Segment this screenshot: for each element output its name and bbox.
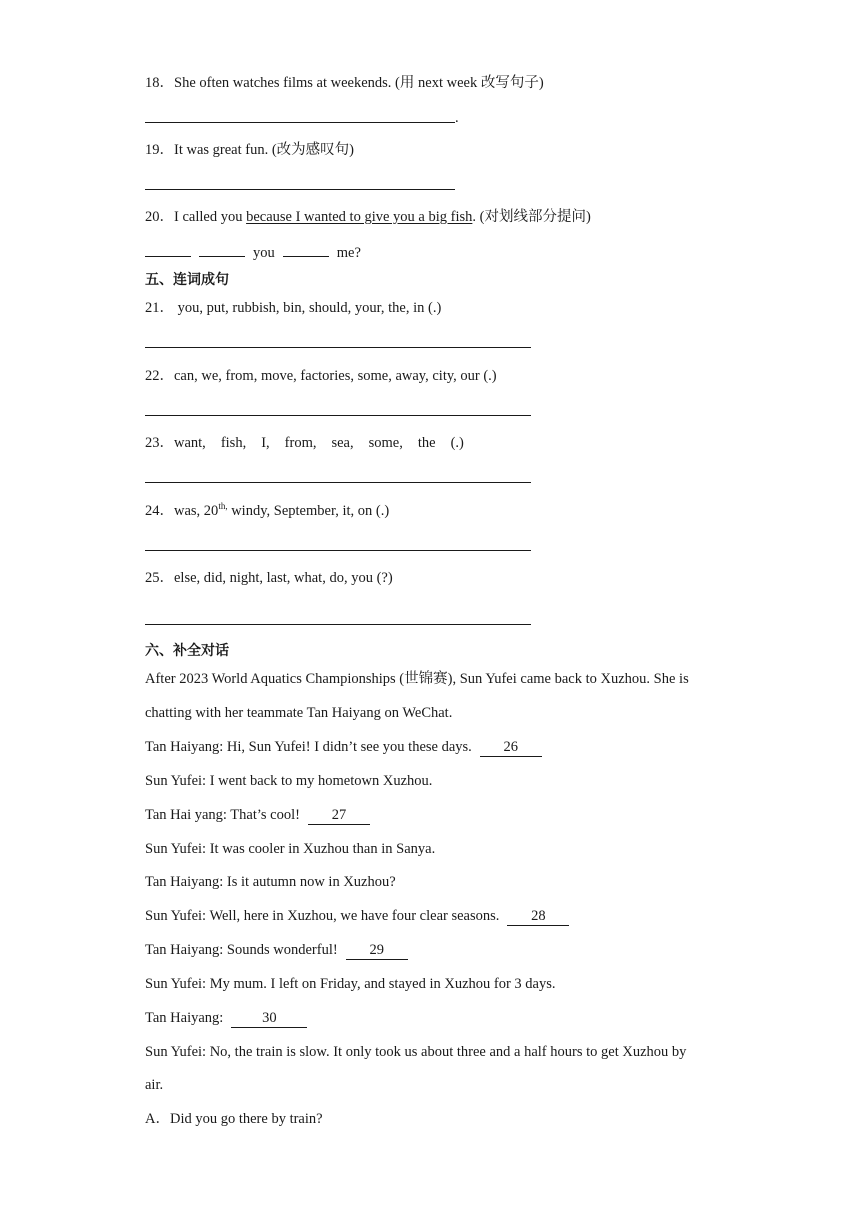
blank-20-2[interactable] [199, 242, 245, 257]
dialogue-line-1: Tan Haiyang: Hi, Sun Yufei! I didn’t see you these days. 26 [145, 737, 542, 757]
question-23: 23．want, fish, I, from, sea, some, the (.) [145, 435, 464, 451]
question-22: 22．can, we, from, move, factories, some, away, city, our (.) [145, 368, 497, 384]
question-20: 20．I called you because I wanted to give you a big fish. (对划线部分提问) [145, 209, 591, 225]
answer-line-25[interactable] [145, 624, 531, 625]
blank-30[interactable]: 30 [231, 1010, 307, 1028]
section-6-title: 六、补全对话 [145, 643, 229, 659]
underlined-part: because I wanted to give you a big fish [246, 209, 473, 225]
answer-line-24[interactable] [145, 550, 531, 551]
answer-line-18-period: . [455, 110, 459, 126]
dialogue-line-9: Tan Haiyang: 30 [145, 1008, 307, 1028]
blank-20-3[interactable] [283, 242, 329, 257]
dialogue-intro-2: chatting with her teammate Tan Haiyang on WeChat. [145, 705, 453, 721]
question-25: 25．else, did, night, last, what, do, you (?) [145, 570, 393, 586]
dialogue-line-6: Sun Yufei: Well, here in Xuzhou, we have four clear seasons. 28 [145, 906, 569, 926]
question-24: 24．was, $20^{th,}$ windy, September, it, on (.) [145, 501, 390, 519]
answer-line-19[interactable] [145, 189, 455, 190]
dialogue-line-5: Tan Haiyang: Is it autumn now in Xuzhou? [145, 874, 396, 890]
answer-line-22[interactable] [145, 415, 531, 416]
question-19: 19．It was great fun. (改为感叹句) [145, 142, 354, 158]
question-18: 18．She often watches films at weekends. (用 next week 改写句子) [145, 75, 544, 91]
blank-28[interactable]: 28 [507, 908, 569, 926]
dialogue-line-2: Sun Yufei: I went back to my hometown Xuzhou. [145, 773, 433, 789]
blank-27[interactable]: 27 [308, 807, 370, 825]
dialogue-intro-1: After 2023 World Aquatics Championships (世锦赛), Sun Yufei came back to Xuzhou. She is [145, 671, 689, 687]
blank-26[interactable]: 26 [480, 739, 542, 757]
dialogue-line-7: Tan Haiyang: Sounds wonderful! 29 [145, 940, 408, 960]
blank-20-1[interactable] [145, 242, 191, 257]
answer-line-18[interactable] [145, 122, 455, 123]
dialogue-line-10: Sun Yufei: No, the train is slow. It only took us about three and a half hours to get Xuzhou by [145, 1044, 687, 1060]
answer-line-21[interactable] [145, 347, 531, 348]
answer-20-template: you me? [145, 242, 361, 263]
dialogue-line-3: Tan Hai yang: That’s cool! 27 [145, 805, 370, 825]
question-21: 21． you, put, rubbish, bin, should, your, the, in (.) [145, 300, 442, 316]
section-5-title: 五、连词成句 [145, 272, 229, 288]
dialogue-line-10-cont: air. [145, 1077, 164, 1093]
option-a: A．Did you go there by train? [145, 1111, 323, 1127]
dialogue-line-4: Sun Yufei: It was cooler in Xuzhou than in Sanya. [145, 841, 436, 857]
dialogue-line-8: Sun Yufei: My mum. I left on Friday, and stayed in Xuzhou for 3 days. [145, 976, 556, 992]
blank-29[interactable]: 29 [346, 942, 408, 960]
answer-line-23[interactable] [145, 482, 531, 483]
